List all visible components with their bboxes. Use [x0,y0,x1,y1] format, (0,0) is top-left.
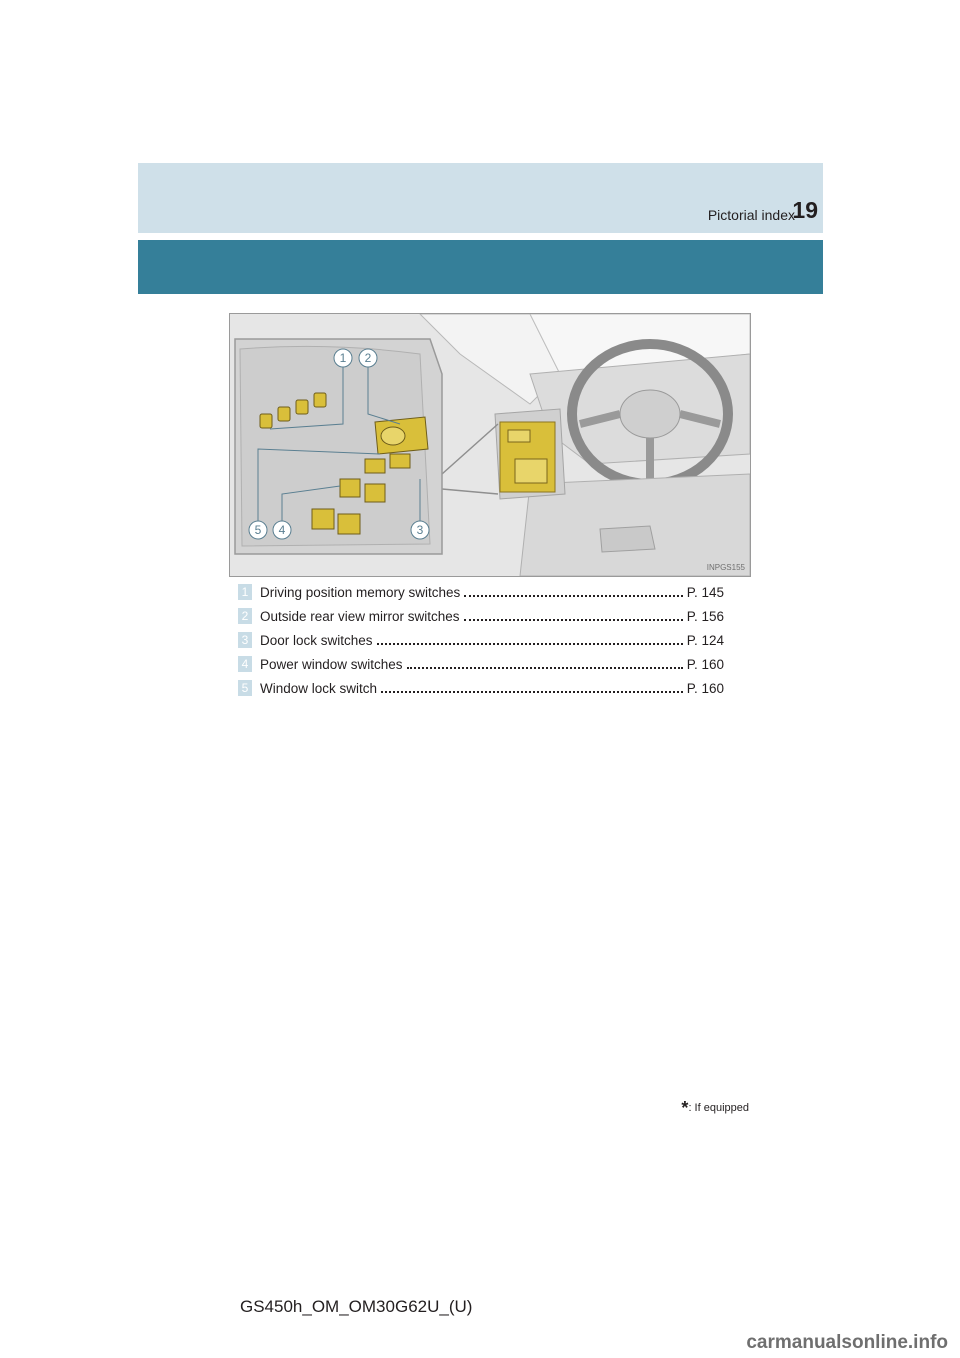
image-code: INPGS155 [706,563,745,572]
mirror-switch [375,417,428,454]
legend-number-badge: 3 [238,632,252,648]
footnote [681,1098,749,1119]
dot-leader [381,691,683,693]
svg-text:1: 1 [339,351,347,365]
legend-number-badge: 2 [238,608,252,624]
section-band [138,240,823,294]
illustration-drawing [230,314,750,576]
legend-number-badge: 5 [238,680,252,696]
document-code: GS450h_OM_OM30G62U_(U) [240,1297,473,1316]
callout-2 [359,349,377,367]
legend-item [238,676,724,700]
svg-text:2: 2 [364,351,372,365]
dot-leader [464,595,682,597]
svg-text:3: 3 [416,523,424,537]
door-switch-illustration [229,313,751,577]
page-reference[interactable]: P. 145 [686,584,724,600]
legend-label: Door lock switches [260,632,373,648]
dot-leader [377,643,683,645]
section-title: Pictorial index [707,207,795,223]
legend-item [238,628,724,652]
page-reference[interactable]: P. 160 [686,656,724,672]
legend-label: Driving position memory switches [260,584,461,600]
footnote-text: : If equipped [688,1102,749,1114]
dot-leader [407,667,683,669]
legend-label: Power window switches [260,656,403,672]
page-reference[interactable]: P. 124 [686,632,724,648]
watermark[interactable]: carmanualsonline.info [746,1332,948,1353]
callout-3 [411,521,429,539]
legend-label: Outside rear view mirror switches [260,608,460,624]
legend-number-badge: 4 [238,656,252,672]
page-reference[interactable]: P. 160 [686,680,724,696]
callout-5 [249,521,267,539]
callout-4 [273,521,291,539]
legend-item [238,604,724,628]
svg-text:5: 5 [254,523,262,537]
legend-number-badge: 1 [238,584,252,600]
legend-label: Window lock switch [260,680,378,696]
dot-leader [464,619,683,621]
svg-text:4: 4 [278,523,286,537]
page-number: 19 [792,197,818,223]
page-reference[interactable]: P. 156 [686,608,724,624]
callout-1 [334,349,352,367]
footnote-star: * [681,1098,689,1118]
legend-item [238,580,724,604]
legend-item [238,652,724,676]
legend-list [238,580,724,700]
